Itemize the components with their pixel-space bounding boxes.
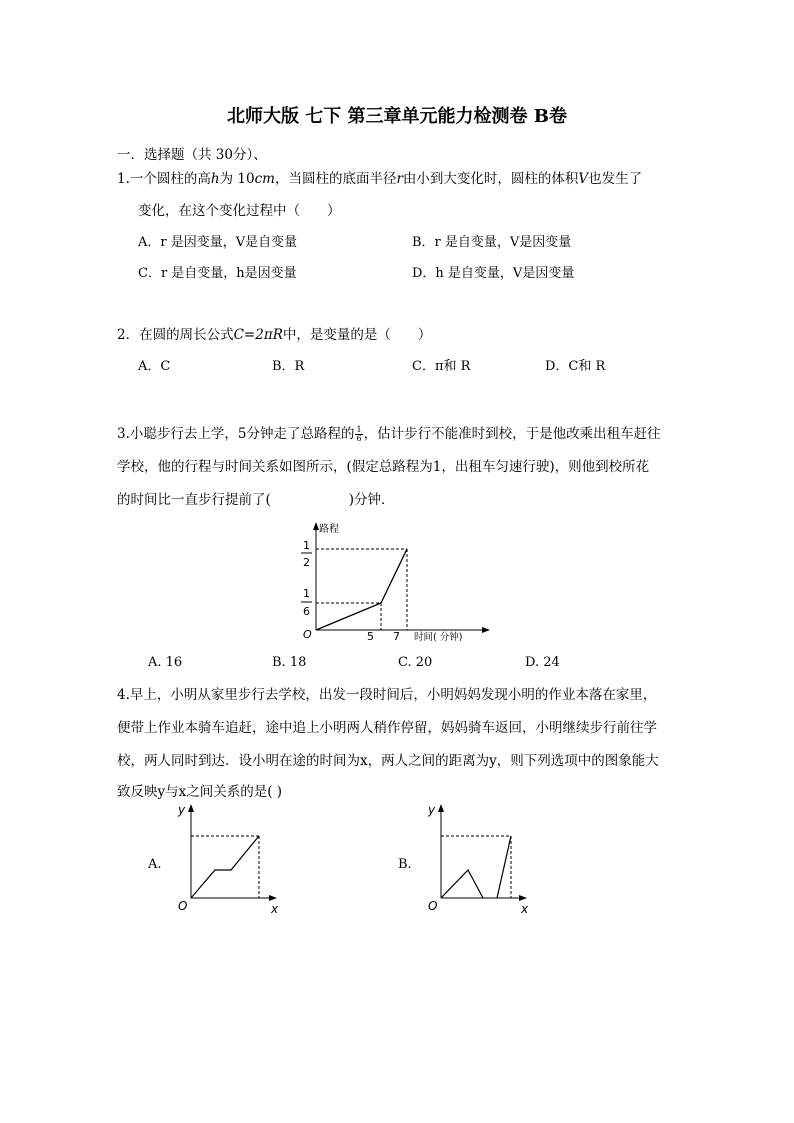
q2-option-c: C．π和 R xyxy=(412,359,471,374)
q3-distance-time-chart xyxy=(290,518,520,648)
x-axis-arrow xyxy=(519,895,527,901)
page-title: 北师大版 七下 第三章单元能力检测卷 B卷 xyxy=(226,106,567,127)
q1-option-b: B．r 是自变量，V是因变量 xyxy=(412,235,572,250)
origin-label: O xyxy=(303,628,312,641)
y-axis-arrow xyxy=(188,804,194,812)
graph-b-label: B. xyxy=(398,857,412,872)
y-tick-sixth-den: 6 xyxy=(303,605,310,618)
q4-graph-a xyxy=(170,800,290,920)
x-label: x xyxy=(271,902,279,916)
x-label: x xyxy=(521,902,529,916)
q2-option-d: D．C和 R xyxy=(545,359,606,374)
graph-line-segment-2 xyxy=(497,836,511,898)
q2-option-b: B．R xyxy=(272,359,305,374)
q1-option-c: C．r 是自变量，h是因变量 xyxy=(138,266,297,281)
q4-line1: 4.早上，小明从家里步行去学校，出发一段时间后，小明妈妈发现小明的作业本落在家里， xyxy=(117,687,657,703)
origin-label: O xyxy=(428,899,438,913)
q3-option-d: D. 24 xyxy=(525,655,560,670)
x-axis-arrow xyxy=(269,895,277,901)
y-tick-sixth-num: 1 xyxy=(303,587,310,600)
x-tick-7: 7 xyxy=(393,630,400,643)
section-heading: 一．选择题（共 30分）、 xyxy=(117,147,267,163)
q1-line2: 变化，在这个变化过程中（ ） xyxy=(138,203,341,219)
q4-line3: 校，两人同时到达．设小明在途的时间为x，两人之间的距离为y，则下列选项中的图象能大 xyxy=(117,753,659,769)
fraction: $\frac{1}{6}$ xyxy=(356,425,362,443)
q4-line2: 便带上作业本骑车追赶，途中追上小明两人稍作停留，妈妈骑车返回，小明继续步行前往学 xyxy=(117,720,657,736)
graph-line-segment-1 xyxy=(441,870,483,898)
x-tick-5: 5 xyxy=(367,630,374,643)
q2-text: 2．在圆的周长公式C=2πR中，是变量的是（ ） xyxy=(117,327,432,343)
q3-option-a: A. 16 xyxy=(148,655,183,670)
origin-label: O xyxy=(178,899,188,913)
q1-option-a: A．r 是因变量，V是自变量 xyxy=(138,235,298,250)
q1-line1: 1.一个圆柱的高h为 10cm，当圆柱的底面半径r由小到大变化时，圆柱的体积V也发生了 xyxy=(117,171,643,187)
q2-option-a: A．C xyxy=(138,359,171,374)
x-axis-label: 时间( 分钟) xyxy=(414,632,463,643)
x-axis-arrow xyxy=(482,627,490,633)
q3-line1: 3.小聪步行去上学，5分钟走了总路程的 $\frac{1}{6}$ ，估计步行不能准时到校，于是他改乘出租车赶往 xyxy=(117,425,661,443)
q3-line3: 的时间比一直步行提前了( )分钟． xyxy=(117,492,395,508)
y-label: y xyxy=(428,803,436,817)
q3-line2: 学校，他的行程与时间关系如图所示，(假定总路程为1，出租车匀速行驶)，则他到校所花 xyxy=(117,459,650,475)
y-axis-arrow xyxy=(438,804,444,812)
q4-line4: 致反映y与x之间关系的是( ) xyxy=(117,784,283,800)
graph-a-label: A. xyxy=(148,857,162,872)
y-label: y xyxy=(178,803,186,817)
q3-option-b: B. 18 xyxy=(272,655,307,670)
y-axis-label: 路程 xyxy=(319,524,339,535)
q4-graph-b xyxy=(420,800,540,920)
graph-line xyxy=(191,836,259,898)
q3-option-c: C. 20 xyxy=(398,655,433,670)
y-tick-half-den: 2 xyxy=(303,556,310,569)
series-line xyxy=(316,549,407,630)
y-tick-half-num: 1 xyxy=(303,539,310,552)
q1-option-d: D．h 是自变量，V是因变量 xyxy=(412,266,575,281)
